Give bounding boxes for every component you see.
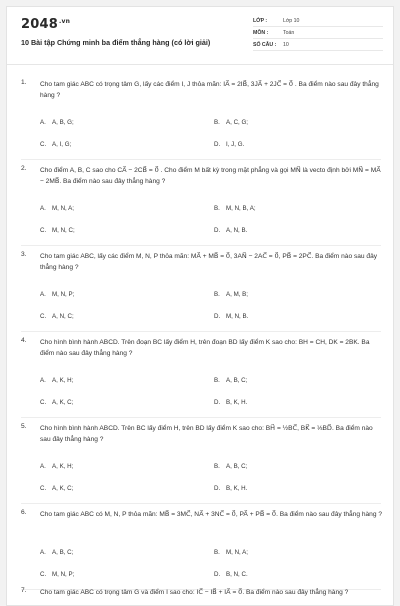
option-key: B. [214, 291, 220, 298]
option-d[interactable] [214, 571, 248, 578]
option-c[interactable] [40, 399, 73, 406]
option-key: C. [40, 313, 47, 320]
question-text: Cho tam giác ABC có trọng tâm G, lấy các điểm I, J thỏa mãn: IA⃗ = 2IB⃗, 3JA⃗ + 2JC⃗ = 0⃗ . Ba điểm nào sau đây thẳng hàng ? [40, 81, 379, 99]
question-text: Cho hình bình hành ABCD. Trên BC lấy điểm H, trên BD lấy điểm K sao cho: BH⃗ = ½BC⃗, BK⃗ = ⅓BD⃗. Ba điểm nào sau đây thẳng hàng ? [40, 425, 373, 443]
option-key: D. [214, 227, 221, 234]
question-number: 2. [21, 165, 27, 172]
option-a[interactable] [40, 463, 73, 470]
option-key: D. [214, 141, 221, 148]
divider [21, 417, 381, 418]
option-key: D. [214, 571, 221, 578]
option-b[interactable] [214, 291, 248, 298]
meta-key: SỐ CÂU : [253, 41, 277, 48]
option-key: A. [40, 291, 46, 298]
option-key: A. [40, 549, 46, 556]
question-text: Cho tam giác ABC có M, N, P thỏa mãn: MB⃗ = 3MC⃗, NA⃗ + 3NC⃗ = 0⃗, PA⃗ + PB⃗ = 0⃗. Ba điểm nào sau đây thẳng hàng ? [40, 511, 383, 518]
option-b[interactable] [214, 549, 248, 556]
document-title: 10 Bài tập Chứng minh ba điểm thẳng hàng (có lời giải) [21, 38, 211, 47]
option-value: A, N, B. [226, 227, 248, 234]
option-a[interactable] [40, 291, 74, 298]
question-text: Cho điểm A, B, C sao cho CA⃗ − 2CB⃗ = 0⃗ . Cho điểm M bất kỳ trong mặt phẳng và gọi MN⃗ là vecto định bởi MN⃗ = MA⃗ − 2MB⃗. Ba điểm nào sau đây thẳng hàng ? [40, 167, 381, 185]
question-number: 5. [21, 423, 27, 430]
option-key: B. [214, 463, 220, 470]
meta-value: Toán [283, 29, 295, 36]
option-key: D. [214, 399, 221, 406]
option-a[interactable] [40, 549, 73, 556]
option-key: D. [214, 313, 221, 320]
question-number: 1. [21, 79, 27, 86]
option-value: A, K, C; [52, 399, 74, 406]
question-text: Cho hình bình hành ABCD. Trên đoạn BC lấy điểm H, trên đoạn BD lấy điểm K sao cho: BH = CH, DK = 2BK. Ba điểm nào sau đây thẳng hàng ? [40, 339, 370, 357]
document-page [6, 6, 394, 606]
option-value: B, K, H. [226, 485, 248, 492]
option-value: A, B, C; [52, 549, 74, 556]
divider [21, 159, 381, 160]
meta-key: MÔN : [253, 29, 269, 36]
option-c[interactable] [40, 485, 73, 492]
option-value: A, K, C; [52, 485, 74, 492]
option-value: A, B, C; [226, 463, 248, 470]
meta-value: 10 [283, 41, 289, 48]
option-key: A. [40, 205, 46, 212]
option-value: M, N, A; [226, 549, 249, 556]
option-value: M, N, P; [52, 571, 75, 578]
option-a[interactable] [40, 119, 74, 126]
question-number: 6. [21, 509, 27, 516]
option-value: A, M, B; [226, 291, 249, 298]
question-text: Cho tam giác ABC có trọng tâm G và điểm I sao cho: IC⃗ − IB⃗ + IA⃗ = 0⃗. Ba điểm nào sau đây thẳng hàng ? [40, 589, 349, 596]
divider [21, 331, 381, 332]
option-value: A, N, C; [52, 313, 74, 320]
option-key: C. [40, 485, 47, 492]
option-key: C. [40, 399, 47, 406]
meta-row-subject [253, 27, 383, 39]
meta-key: LỚP : [253, 17, 268, 24]
option-key: D. [214, 485, 221, 492]
option-key: C. [40, 141, 47, 148]
option-key: A. [40, 119, 46, 126]
option-value: A, B, C; [226, 377, 248, 384]
option-a[interactable] [40, 377, 73, 384]
document-meta [253, 15, 383, 51]
option-b[interactable] [214, 463, 247, 470]
divider [21, 245, 381, 246]
option-value: A, K, H; [52, 377, 74, 384]
meta-value: Lớp 10 [283, 17, 300, 24]
meta-row-class [253, 15, 383, 27]
option-key: B. [214, 549, 220, 556]
question-text: Cho tam giác ABC, lấy các điểm M, N, P thỏa mãn: MA⃗ + MB⃗ = 0⃗, 3AN⃗ − 2AC⃗ = 0⃗, PB⃗ = 2PC⃗. Ba điểm nào sau đây thẳng hàng ? [40, 253, 378, 271]
option-c[interactable] [40, 313, 74, 320]
option-key: C. [40, 571, 47, 578]
logo-suffix: .vn [58, 17, 71, 25]
option-value: M, N, B. [226, 313, 249, 320]
option-d[interactable] [214, 141, 244, 148]
option-b[interactable] [214, 205, 256, 212]
option-value: M, N, B, A; [226, 205, 256, 212]
option-value: I, J, G. [226, 141, 245, 148]
option-b[interactable] [214, 119, 248, 126]
option-value: B, N, C. [226, 571, 248, 578]
document-header [7, 7, 393, 65]
site-logo[interactable] [21, 17, 70, 32]
option-d[interactable] [214, 399, 247, 406]
option-value: A, B, G; [52, 119, 74, 126]
option-value: A, C, G; [226, 119, 249, 126]
option-value: A, K, H; [52, 463, 74, 470]
option-value: M, N, P; [52, 291, 75, 298]
option-key: A. [40, 377, 46, 384]
option-b[interactable] [214, 377, 247, 384]
option-value: M, N, C; [52, 227, 75, 234]
option-key: B. [214, 377, 220, 384]
question-number: 3. [21, 251, 27, 258]
option-d[interactable] [214, 313, 248, 320]
option-c[interactable] [40, 227, 75, 234]
option-d[interactable] [214, 485, 247, 492]
option-value: A, I, G; [52, 141, 72, 148]
divider [21, 503, 381, 504]
question-number: 7. [21, 587, 27, 594]
option-value: M, N, A; [52, 205, 75, 212]
logo-text: 2048 [21, 17, 58, 32]
meta-row-count [253, 39, 383, 51]
option-key: B. [214, 205, 220, 212]
option-key: A. [40, 463, 46, 470]
question-number: 4. [21, 337, 27, 344]
option-a[interactable] [40, 205, 74, 212]
option-key: B. [214, 119, 220, 126]
option-c[interactable] [40, 571, 74, 578]
option-d[interactable] [214, 227, 247, 234]
option-key: C. [40, 227, 47, 234]
option-c[interactable] [40, 141, 71, 148]
option-value: B, K, H. [226, 399, 248, 406]
